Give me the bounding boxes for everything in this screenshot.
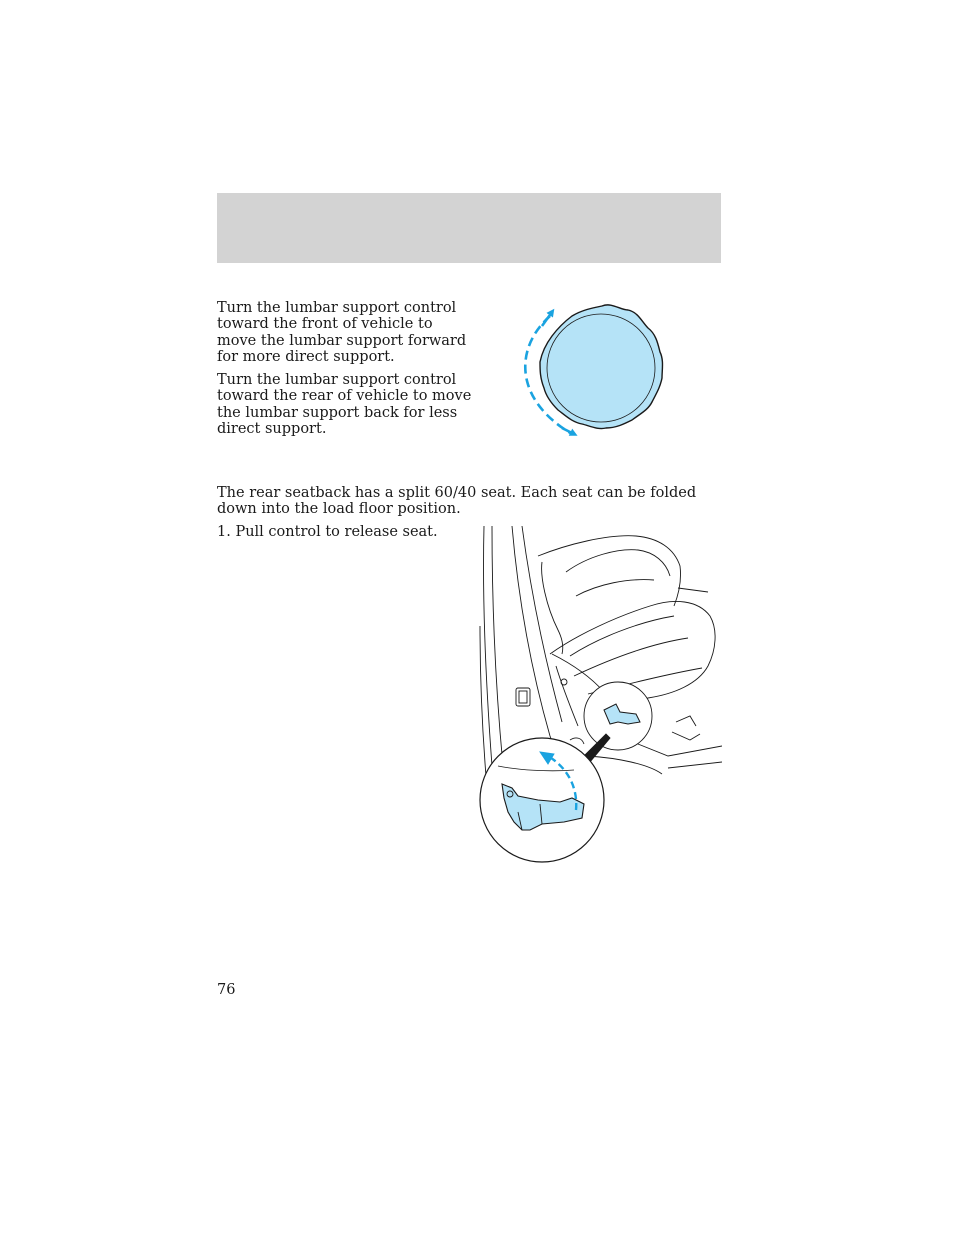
section-header-band	[217, 193, 721, 263]
lumbar-knob	[540, 305, 663, 429]
lumbar-rear-paragraph: Turn the lumbar support control toward the rear of vehicle to move the lumbar support back for less direct support.	[217, 372, 472, 438]
rear-seat-step-1: 1. Pull control to release seat.	[217, 524, 438, 540]
rear-seat-intro: The rear seatback has a split 60/40 seat. Each seat can be folded down into the load floor position.	[217, 485, 697, 518]
page-number: 76	[217, 982, 236, 998]
rear-seat-release-illustration	[478, 526, 722, 866]
lumbar-knob-illustration	[512, 300, 672, 442]
lumbar-forward-paragraph: Turn the lumbar support control toward the front of vehicle to move the lumbar support forward for more direct support.	[217, 300, 467, 366]
